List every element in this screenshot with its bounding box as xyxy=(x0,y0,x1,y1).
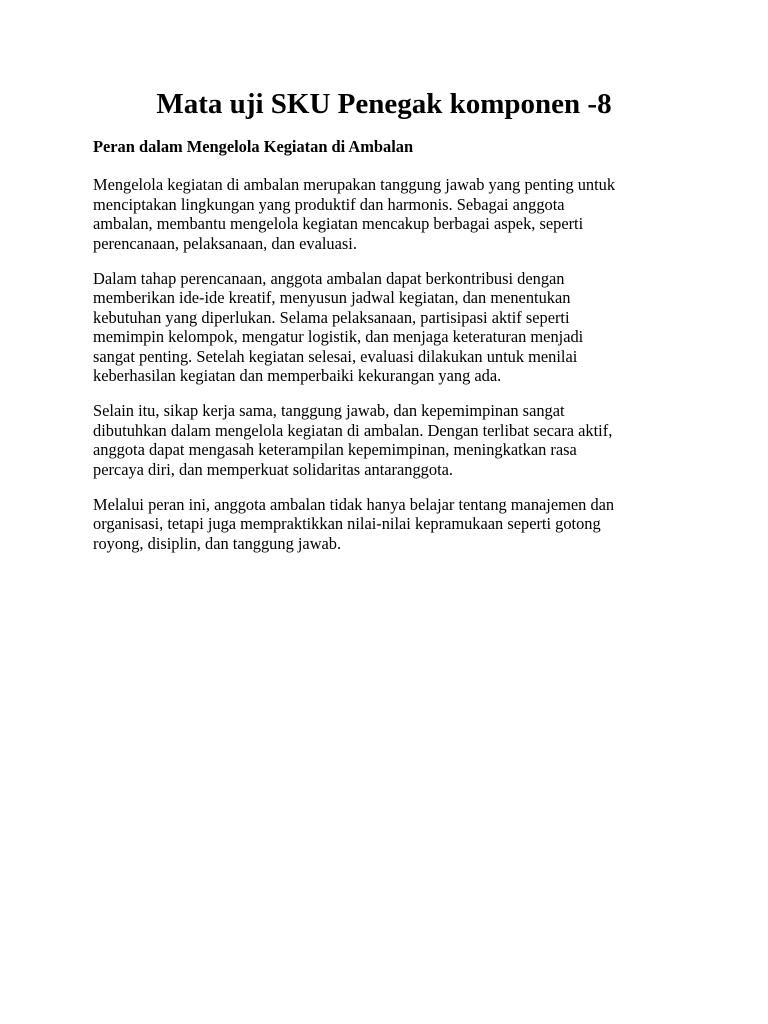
paragraph-line: perencanaan, pelaksanaan, dan evaluasi. xyxy=(93,233,357,253)
paragraph-line: royong, disiplin, dan tanggung jawab. xyxy=(93,533,342,553)
paragraph-line: ambalan, membantu mengelola kegiatan mencakup berbagai aspek, seperti xyxy=(93,214,584,233)
section-heading: Peran dalam Mengelola Kegiatan di Ambalan xyxy=(93,137,414,156)
paragraph-line: memberikan ide-ide kreatif, menyusun jadwal kegiatan, dan menentukan xyxy=(93,288,571,307)
paragraph-line: Melalui peran ini, anggota ambalan tidak hanya belajar tentang manajemen dan xyxy=(93,494,615,514)
paragraph-line: Dalam tahap perencanaan, anggota ambalan dapat berkontribusi dengan xyxy=(93,268,565,288)
paragraph-line: memimpin kelompok, mengatur logistik, dan menjaga keteraturan menjadi xyxy=(93,327,584,346)
paragraph-line: kebutuhan yang diperlukan. Selama pelaksanaan, partisipasi aktif seperti xyxy=(93,307,570,327)
document-body xyxy=(93,175,683,569)
paragraph-3 xyxy=(93,401,683,479)
paragraph-line: menciptakan lingkungan yang produktif dan harmonis. Sebagai anggota xyxy=(93,194,565,214)
paragraph-1 xyxy=(93,175,683,253)
paragraph-line: sangat penting. Setelah kegiatan selesai, evaluasi dilakukan untuk menilai xyxy=(93,346,578,366)
paragraph-line: dibutuhkan dalam mengelola kegiatan di ambalan. Dengan terlibat secara aktif, xyxy=(93,420,613,440)
paragraph-4 xyxy=(93,495,683,554)
paragraph-line: percaya diri, dan memperkuat solidaritas antaranggota. xyxy=(93,459,453,479)
paragraph-2 xyxy=(93,269,683,386)
paragraph-line: Mengelola kegiatan di ambalan merupakan tanggung jawab yang penting untuk xyxy=(93,175,616,194)
document-title: Mata uji SKU Penegak komponen -8 xyxy=(156,88,612,120)
paragraph-line: keberhasilan kegiatan dan memperbaiki kekurangan yang ada. xyxy=(93,366,502,385)
paragraph-line: organisasi, tetapi juga mempraktikkan nilai-nilai kepramukaan seperti gotong xyxy=(93,514,601,533)
paragraph-line: Selain itu, sikap kerja sama, tanggung jawab, dan kepemimpinan sangat xyxy=(93,401,565,420)
paragraph-line: anggota dapat mengasah keterampilan kepemimpinan, meningkatkan rasa xyxy=(93,440,577,459)
